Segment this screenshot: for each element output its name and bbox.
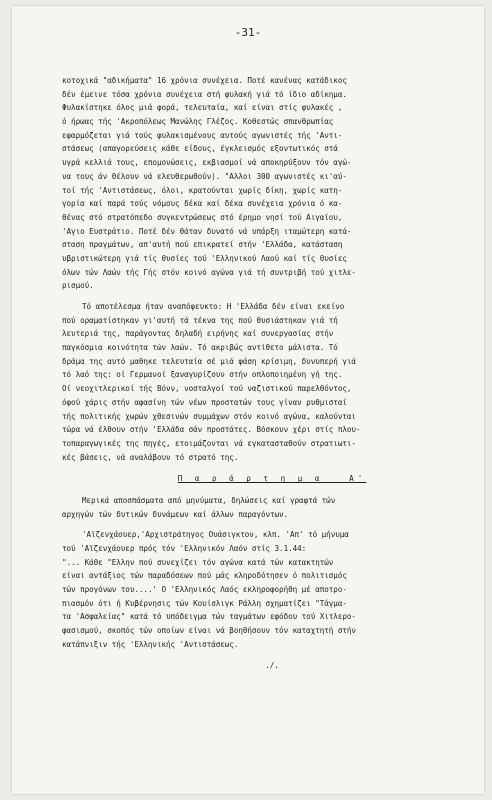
text-line: όφού χάρις στήν αφασίνη τών νέων προστατών τους γίναν ρυθμισταί bbox=[62, 397, 347, 407]
text-line: ρισμού. bbox=[62, 281, 94, 291]
text-line: δράμα της αυτό μαθηκε τελευταία σέ μιά φάση κρίσιμη, δυνυπερή γιά bbox=[62, 356, 356, 366]
text-line: λευτεριά της, παράγοντας δηλαδή ειρήνης καί συνεργασίας στήν bbox=[62, 329, 334, 339]
text-line: αρχηγών τών δυτικών δυνάμεων καί άλλων παραγόντων. bbox=[62, 509, 289, 519]
text-line: κοτοχικά "αδικήματα" 16 χρόνια συνέχεια. Ποτέ κανένας κατάδικος bbox=[62, 76, 347, 85]
text-line: τοί τής 'Αντιστάσεως, όλοι, κρατούνται χωρίς δίκη, χωρίς κατη- bbox=[62, 185, 343, 195]
appendix-heading: Π α ρ ά ρ τ η μ α Α' bbox=[177, 474, 367, 484]
text-line: δέν έμεινε τόσα χρόνια συνέχεια στή φυλακή γιά τό ίδιο αδίκημα. bbox=[62, 89, 347, 99]
document-page bbox=[12, 6, 484, 794]
text-line: να τους άν θέλουν νά ελευθερωθούν). "Αλλοι 300 αγωνιστές κι'αύ- bbox=[62, 171, 347, 181]
text-line: 'Αϊζενχάουερ,'Αρχιστράτηγος Ουάσιγκτον, κλπ. 'Απ' τό μήνυμα bbox=[82, 530, 349, 540]
text-line: Φυλακίστηκε όλος μιά φορά, τελευταία, καί είναι στίς φυλακές , bbox=[62, 103, 343, 113]
text-line: Μερικά αποσπάσματα από μηνύματα, δηλώσεις καί γραφτά τών bbox=[82, 495, 336, 505]
text-line: κατάπνιξιν τής 'Ελληνικής 'Αντιστάσεως. bbox=[62, 639, 239, 649]
page-number: -31- bbox=[234, 26, 262, 39]
text-line: στάσεως (απαγορεύσεις κάθε είδους, έγκλεισμός εξοντωτικός στά bbox=[62, 144, 338, 154]
text-line: όλων τών Λαών τής Γής στόν κοινό αγώνα γιά τή συντριβή τού χιτλε- bbox=[62, 267, 356, 277]
text-line: τα 'Ασφαλείας" κατά τό υπόδειγμα τών ταγμάτων εφόδου τού Χιτλερο- bbox=[62, 612, 356, 622]
text-line: τών προγόνων του....' Ο 'Ελληνικός Λαός εκληροφορήθη μέ αποτρο- bbox=[62, 585, 347, 595]
paragraph-gap bbox=[62, 293, 482, 300]
paragraph-gap bbox=[62, 521, 482, 528]
text-line: πιασμόν ότι ή Κυβέρνησις τών Κουίσλιγκ Ράλλη σχηματίζει "Τάγμα- bbox=[62, 598, 347, 608]
text-line: τώρα νά έλθουν στήν 'Ελλάδα σάν προστάτες. Βόσκουν χέρι στίς πλου- bbox=[62, 425, 361, 435]
text-line: θένας στό στρατόπεδο συγκεντρώσεως στό έρημο νησί τού Αιγαίου, bbox=[62, 212, 343, 222]
text-line: υβριστικώτερη γιά τίς θυσίες τού 'Ελληνικού Λαού καί τίς θυσίες bbox=[62, 253, 347, 263]
text-line: τού 'Αϊζενχάουερ πρός τόν 'Ελληνικόν Λαόν στίς 3.1.44: bbox=[62, 544, 307, 553]
text-line: πού οραματίστηκαν γι'αυτή τά τέκνα της πού θυσιάστηκαν γιά τή bbox=[62, 315, 338, 325]
text-line: Οί νεοχιτλερικοί τής Βόνν, νοσταλγοί τού ναζιστικού παρελθόντος, bbox=[62, 384, 352, 394]
text-line: σταση πραγμάτων, απ'αυτή πού επικρατεί στήν 'Ελλάδα, κατάσταση bbox=[62, 240, 343, 250]
text-line: κές βάσεις, νά αναλάβουν τό στρατό της. bbox=[62, 452, 239, 462]
text-line: Τό αποτέλεσμα ήταν αναπόφευκτο: Η 'Ελλάδα δέν είναι εκείνο bbox=[82, 302, 345, 311]
text-line: τό λαό της: οί Γερμανοί ξαναγυρίζουν στήν οπλοποιημένη γή της. bbox=[62, 370, 343, 380]
document-body bbox=[62, 74, 482, 672]
paragraph-gap bbox=[62, 652, 482, 659]
text-line: ό ήρωας τής 'Ακροπόλεως Μανώλης Γλέζος. Κοθεστώς σπανθρωπίας bbox=[62, 117, 334, 127]
text-line: εφαρμόζεται γιά τούς φυλακισμένους αυτούς αγωνιστές τής 'Αντι- bbox=[62, 130, 343, 140]
text-line: υγρά κελλιά τους, επομονώσεις, εκβιασμοί νά αποκηρύξουν τόν αγώ- bbox=[62, 158, 352, 168]
text-line: είναι αντάξιος τών παραδόσεων πού μάς κληροδότησεν ό πολιτισμός bbox=[62, 571, 347, 581]
text-line: παγκόσμια κοινότητα τών λαών. Τό ακριβώς αντίθετο μάλιστα. Τό bbox=[62, 343, 338, 353]
text-line: τής πολιτικής χωρών χθεσινών συμμάχων στόν κοινό αγώνα, καλούνται bbox=[62, 411, 356, 421]
text-line: "... Κάθε "Ελλην πού συνεχίζει τόν αγώνα κατά τών κατακτητών bbox=[62, 557, 334, 567]
text-line: γορία καί παρά τούς νόμους δέκα καί δέκα συνέχεια χρόνια ό κα- bbox=[62, 199, 343, 209]
end-mark: ./. bbox=[265, 660, 279, 670]
text-line: τοπαραγωγικές της πηγές, ετοιμάζονται νά εγκατασταθούν στρατιωτι- bbox=[62, 438, 356, 448]
text-line: 'Αγιο Ευστράτιο. Ποτέ δέν θάταν δυνατό νά υπάρξη ιταμώτερη κατά- bbox=[62, 226, 352, 236]
text-line: φασισμού, σκοπός τών οποίων είναι νά βοηθήσουν τόν καταχτητή στήν bbox=[62, 626, 356, 636]
